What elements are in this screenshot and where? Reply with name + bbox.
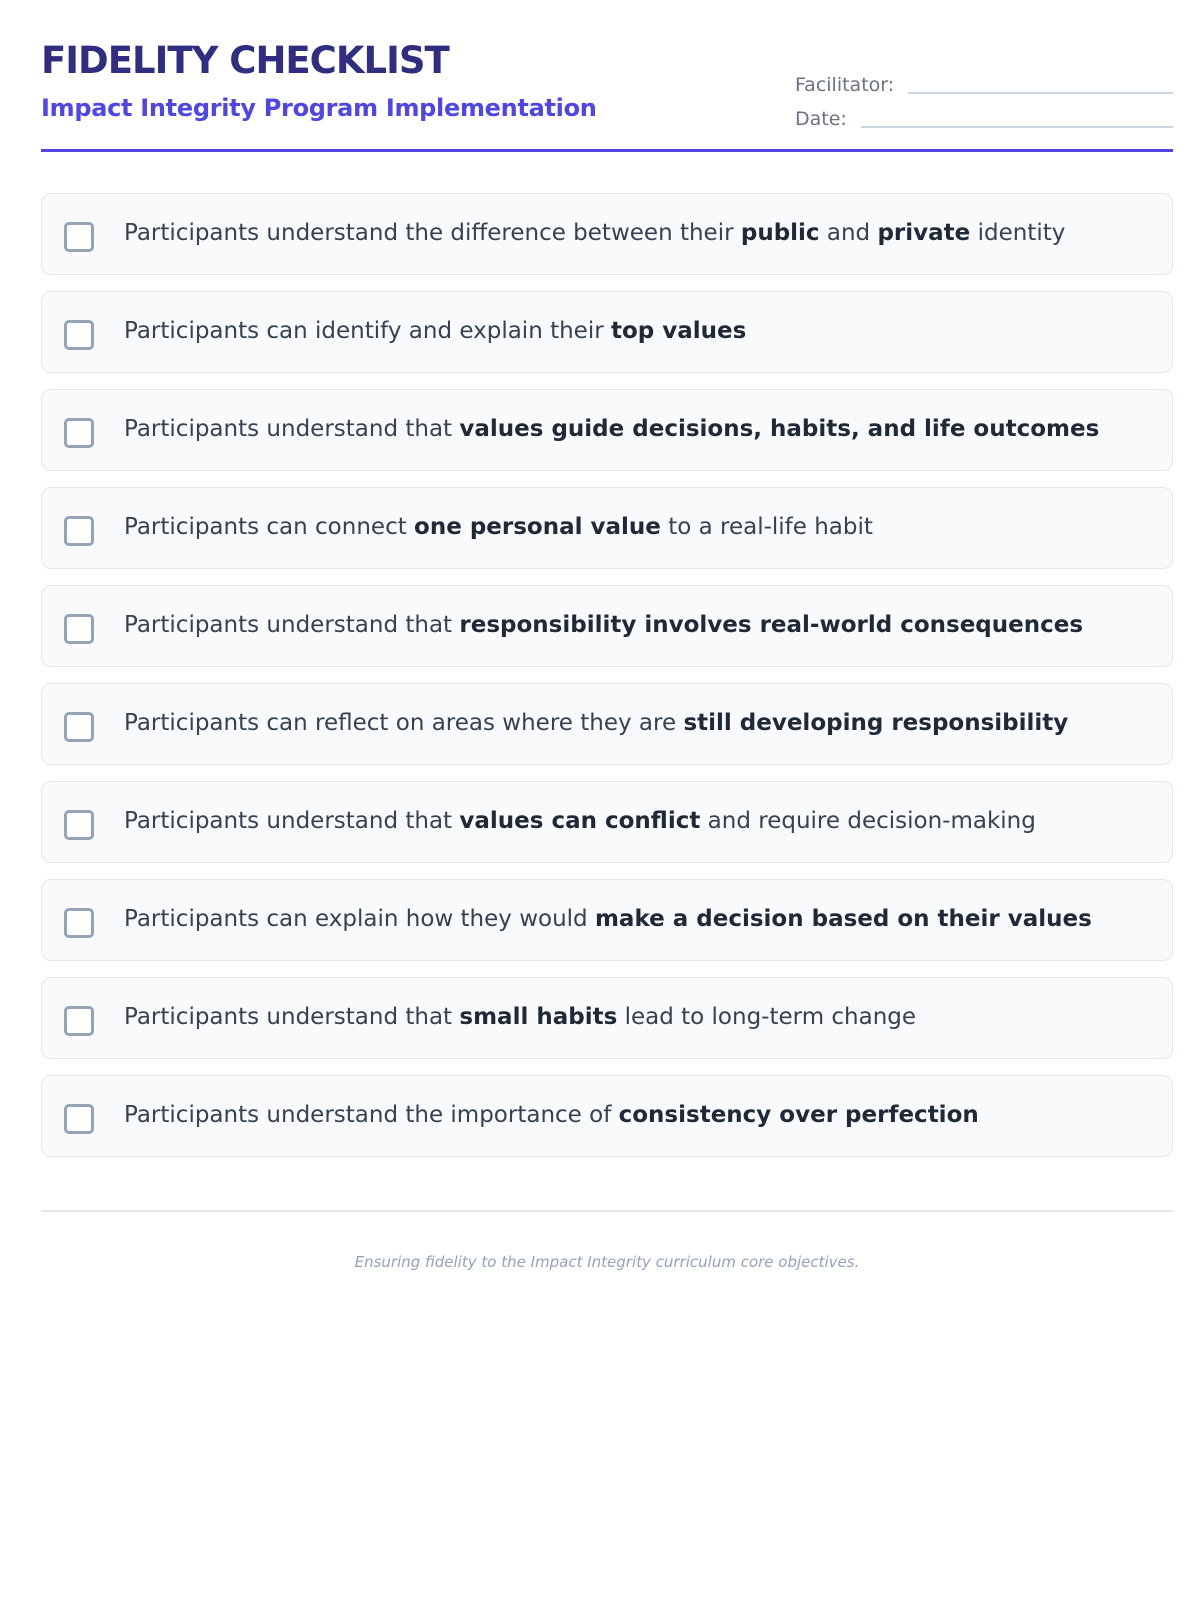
checkbox[interactable] <box>64 320 94 350</box>
checkbox[interactable] <box>64 712 94 742</box>
page-subtitle: Impact Integrity Program Implementation <box>41 94 597 122</box>
checkbox[interactable] <box>64 1104 94 1134</box>
checkbox[interactable] <box>64 418 94 448</box>
checklist-item <box>41 781 1173 863</box>
checklist-item <box>41 977 1173 1059</box>
facilitator-row <box>795 66 1173 96</box>
date-field[interactable] <box>861 126 1173 128</box>
page-title: FIDELITY CHECKLIST <box>41 39 449 82</box>
facilitator-label: Facilitator: <box>795 74 895 96</box>
checkbox[interactable] <box>64 810 94 840</box>
checklist-item <box>41 1075 1173 1157</box>
checklist-item-text: Participants understand the importance of consistency over perfection <box>124 1102 979 1128</box>
footer-divider <box>41 1210 1173 1212</box>
checklist-item <box>41 683 1173 765</box>
checklist <box>41 193 1173 1173</box>
facilitator-field[interactable] <box>908 92 1173 94</box>
checklist-item-text: Participants understand that responsibility involves real-world consequences <box>124 612 1084 638</box>
checkbox[interactable] <box>64 614 94 644</box>
checklist-item-text: Participants understand that values guide decisions, habits, and life outcomes <box>124 416 1100 442</box>
checklist-page <box>41 0 1173 1271</box>
checklist-item-text: Participants can connect one personal value to a real-life habit <box>124 514 873 540</box>
checklist-item <box>41 291 1173 373</box>
footer-note: Ensuring fidelity to the Impact Integrity curriculum core objectives. <box>354 1253 860 1271</box>
checklist-item <box>41 193 1173 275</box>
checklist-item <box>41 487 1173 569</box>
checklist-item-text: Participants can identify and explain their top values <box>124 318 747 344</box>
checkbox[interactable] <box>64 1006 94 1036</box>
checklist-item-text: Participants understand that values can conflict and require decision-making <box>124 808 1036 834</box>
checklist-item-text: Participants can explain how they would make a decision based on their values <box>124 906 1092 932</box>
checklist-item-text: Participants can reflect on areas where they are still developing responsibility <box>124 710 1069 736</box>
document-header <box>41 0 1173 152</box>
checklist-item <box>41 585 1173 667</box>
checkbox[interactable] <box>64 908 94 938</box>
checklist-item-text: Participants understand that small habits lead to long-term change <box>124 1004 917 1030</box>
checkbox[interactable] <box>64 516 94 546</box>
checklist-item <box>41 389 1173 471</box>
checklist-item <box>41 879 1173 961</box>
checkbox[interactable] <box>64 222 94 252</box>
date-row <box>795 100 1173 130</box>
meta-fields <box>795 66 1173 134</box>
date-label: Date: <box>795 108 847 130</box>
checklist-item-text: Participants understand the difference between their public and private identity <box>124 220 1066 246</box>
